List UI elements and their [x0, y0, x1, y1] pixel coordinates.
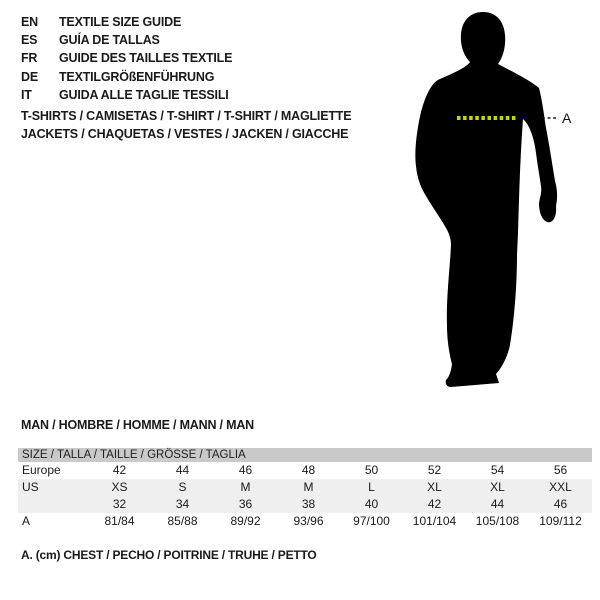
size-cell: 42	[112, 463, 127, 477]
size-cell: 97/100	[353, 514, 390, 528]
language-code: EN	[21, 15, 38, 29]
size-cell: 42	[427, 497, 442, 511]
size-cell: 36	[238, 497, 253, 511]
garment-categories	[21, 107, 351, 143]
size-cell: M	[303, 480, 314, 494]
size-cell: XS	[111, 480, 128, 494]
size-cell: XL	[427, 480, 442, 494]
language-label: GUIDE DES TAILLES TEXTILE	[59, 51, 233, 66]
language-code: FR	[21, 51, 38, 66]
size-cell: M	[240, 480, 251, 494]
row-label: Europe	[22, 463, 61, 477]
measurement-footnote: A. (cm) CHEST / PECHO / POITRINE / TRUHE / PETTO	[21, 548, 317, 562]
size-cell: 44	[175, 463, 190, 477]
row-label: A	[22, 514, 31, 528]
category-line-tshirts: T-SHIRTS / CAMISETAS / T-SHIRT / T-SHIRT / MAGLIETTE	[21, 109, 352, 123]
language-code: IT	[21, 87, 32, 102]
size-cell: 34	[175, 497, 190, 511]
row-label: US	[22, 480, 39, 494]
size-cell: 40	[364, 497, 379, 511]
size-cell: 56	[553, 463, 568, 477]
category-line-jackets: JACKETS / CHAQUETAS / VESTES / JACKEN / GIACCHE	[21, 127, 349, 141]
size-cell: 44	[490, 497, 505, 511]
language-row-it	[21, 86, 232, 104]
size-cell: 93/96	[293, 514, 324, 528]
size-cell: 81/84	[104, 514, 135, 528]
size-cell: S	[178, 480, 187, 494]
size-cell: 101/104	[412, 514, 457, 528]
size-cell: 46	[238, 463, 253, 477]
size-cell: 52	[427, 463, 442, 477]
size-table	[18, 448, 592, 530]
size-cell: 109/112	[539, 514, 582, 528]
size-table-header: SIZE / TALLA / TAILLE / GRÖSSE / TAGLIA	[18, 448, 592, 462]
size-cell: 46	[553, 497, 568, 511]
language-row-es	[21, 31, 232, 49]
table-row-us	[18, 479, 592, 496]
size-cell: XL	[490, 480, 505, 494]
man-silhouette-figure	[390, 5, 590, 395]
table-row-europe	[18, 462, 592, 479]
row-label	[18, 496, 88, 513]
size-cell: 54	[490, 463, 505, 477]
table-row-chest-a	[18, 513, 592, 530]
language-row-de	[21, 68, 232, 86]
language-label: TEXTILGRÖßENFÜHRUNG	[59, 69, 215, 84]
size-cell: 89/92	[230, 514, 261, 528]
section-title-man: MAN / HOMBRE / HOMME / MANN / MAN	[21, 418, 254, 432]
language-code: DE	[21, 69, 38, 84]
language-list	[21, 13, 232, 104]
language-label: GUIDA ALLE TAGLIE TESSILI	[59, 87, 229, 102]
size-cell: 105/108	[475, 514, 520, 528]
size-cell: 85/88	[167, 514, 198, 528]
size-cell: 48	[301, 463, 316, 477]
size-cell: 38	[301, 497, 316, 511]
language-row-fr	[21, 49, 232, 67]
language-code: ES	[21, 33, 38, 48]
man-silhouette	[415, 12, 557, 387]
language-label: TEXTILE SIZE GUIDE	[59, 15, 182, 29]
measure-label-a: A	[562, 110, 572, 126]
size-cell: 32	[112, 497, 127, 511]
size-cell: 50	[364, 463, 379, 477]
size-cell: L	[368, 480, 375, 494]
language-row-en	[21, 13, 232, 31]
size-cell: XXL	[549, 480, 572, 494]
table-row-us-numeric	[18, 496, 592, 513]
language-label: GUÍA DE TALLAS	[59, 33, 160, 48]
